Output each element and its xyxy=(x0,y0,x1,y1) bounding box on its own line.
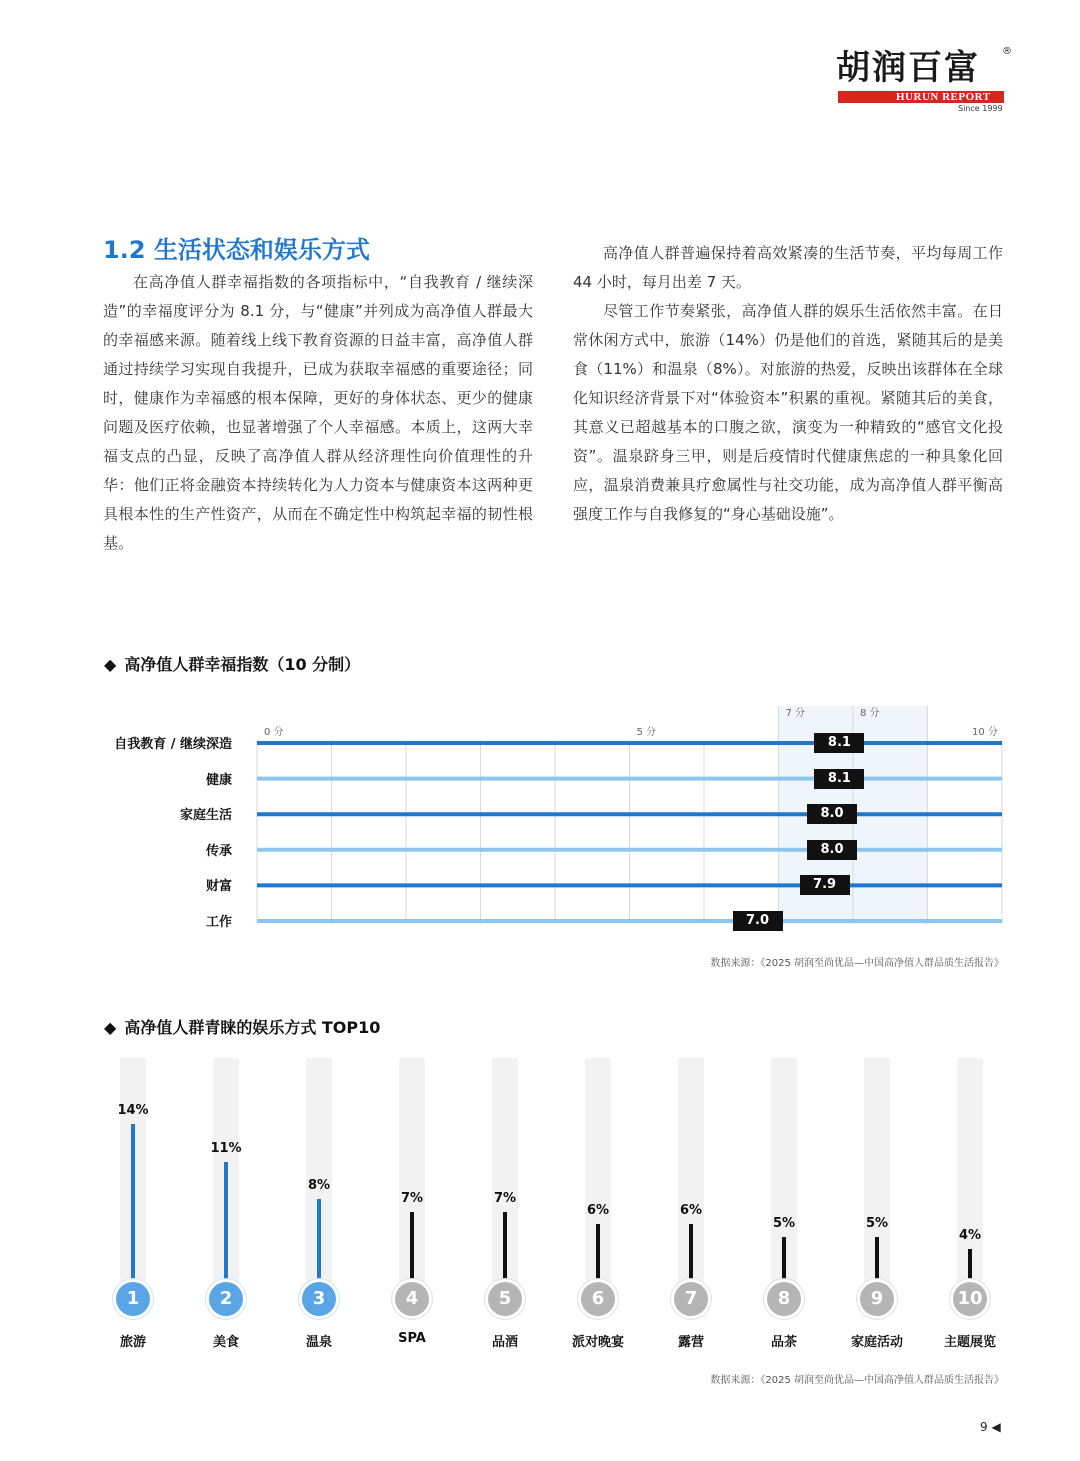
row-label: 家庭生活 xyxy=(179,808,232,824)
rank-badge: 4 xyxy=(395,1282,429,1316)
paragraph-happiness: 在高净值人群幸福指数的各项指标中，“自我教育 / 继续深造”的幸福度评分为 8.1 分，与“健康”并列成为高净值人群最大的幸福感来源。随着线上线下教育资源的日益丰富，高净值人群通过持续学习实现自我提升，已成为获取幸福感的重要途径；同时，健康作为幸福感的根本保障，更好的身体状态、更少的健康问题及医疗依赖，也显著增强了个人幸福感。本质上，这两大幸福支点的凸显，反映了高净值人群从经济理性向价值理性的升华：他们正将金融资本持续转化为人力资本与健康资本这两种更具根本性的生产性资产，从而在不确定性中构筑起幸福的韧性根基。 xyxy=(103,273,533,552)
percent-label: 4% xyxy=(958,1228,982,1243)
page-arrow-icon: ◀ xyxy=(991,1420,1001,1434)
row-label: 工作 xyxy=(205,915,232,930)
rank-badge: 1 xyxy=(116,1282,150,1316)
chart1-title xyxy=(104,652,360,675)
logo-since: Since 1999 xyxy=(958,104,1003,113)
diamond-icon: ◆ xyxy=(104,1018,117,1037)
category-label: 温泉 xyxy=(305,1335,332,1350)
category-label: 主题展览 xyxy=(943,1335,996,1350)
logo-english-text: HURUN REPORT xyxy=(896,91,991,103)
tick-label: 10 分 xyxy=(972,727,998,738)
category-label: 品酒 xyxy=(491,1335,518,1350)
row-label: 财富 xyxy=(205,879,232,895)
rank-badge: 9 xyxy=(860,1282,894,1316)
value-bar xyxy=(224,1162,228,1300)
category-label: 旅游 xyxy=(119,1335,146,1350)
page-number-text: 9 xyxy=(980,1420,988,1434)
section-title: 1.2 生活状态和娱乐方式 xyxy=(103,236,370,264)
page-number xyxy=(980,1420,1001,1434)
category-label: SPA xyxy=(398,1331,426,1346)
category-label: 露营 xyxy=(677,1335,704,1350)
registered-mark: ® xyxy=(1002,46,1012,57)
percent-label: 7% xyxy=(493,1190,517,1206)
rank-badge: 10 xyxy=(953,1282,987,1316)
percent-label: 6% xyxy=(586,1203,610,1218)
category-label: 品茶 xyxy=(770,1335,797,1350)
rank-badge: 8 xyxy=(767,1282,801,1316)
hurun-logo xyxy=(836,46,1012,116)
logo-chinese-text: 胡润百富 xyxy=(836,48,980,88)
tick-label: 7 分 xyxy=(785,708,806,719)
percent-label: 7% xyxy=(400,1190,424,1206)
row-label: 传承 xyxy=(205,843,232,859)
rank-badge: 7 xyxy=(674,1282,708,1316)
value-label: 8.0 xyxy=(807,804,857,824)
rank-badge: 3 xyxy=(302,1282,336,1316)
percent-label: 5% xyxy=(865,1215,889,1231)
tick-label: 8 分 xyxy=(860,708,880,719)
chart1-title-text: 高净值人群幸福指数（10 分制） xyxy=(124,655,361,674)
chart2-source: 数据来源：《2025 胡润至尚优品—中国高净值人群品质生活报告》 xyxy=(710,1375,1004,1386)
diamond-icon: ◆ xyxy=(104,655,117,674)
rank-badge: 5 xyxy=(488,1282,522,1316)
category-label: 家庭活动 xyxy=(850,1335,903,1350)
percent-label: 8% xyxy=(307,1178,331,1193)
percent-label: 5% xyxy=(772,1215,796,1231)
row-label: 健康 xyxy=(205,772,232,788)
category-label: 派对晚宴 xyxy=(571,1335,624,1350)
percent-label: 11% xyxy=(210,1140,242,1156)
value-label: 8.0 xyxy=(807,840,857,860)
percent-label: 6% xyxy=(679,1203,703,1218)
value-bar xyxy=(131,1124,135,1299)
chart2-title-text: 高净值人群青睐的娱乐方式 TOP10 xyxy=(124,1018,381,1037)
value-label: 7.0 xyxy=(733,911,783,931)
value-label: 8.1 xyxy=(814,769,864,789)
value-label: 8.1 xyxy=(814,733,864,753)
chart1-source: 数据来源：《2025 胡润至尚优品—中国高净值人群品质生活报告》 xyxy=(710,958,1004,969)
tick-label: 5 分 xyxy=(636,727,657,738)
category-label: 美食 xyxy=(212,1335,239,1350)
rank-badge: 2 xyxy=(209,1282,243,1316)
paragraph-work-rhythm: 高净值人群普遍保持着高效紧凑的生活节奏，平均每周工作 44 小时，每月出差 7 天。 xyxy=(573,244,1003,291)
rank-badge: 6 xyxy=(581,1282,615,1316)
paragraph-leisure: 尽管工作节奏紧张，高净值人群的娱乐生活依然丰富。在日常休闲方式中，旅游（14%）仍是他们的首选，紧随其后的是美食（11%）和温泉（8%）。对旅游的热爱，反映出该群体在全球化知识经济背景下对“体验资本”积累的重视。紧随其后的美食，其意义已超越基本的口腹之欲，演变为一种精致的“感官文化投资”。温泉跻身三甲，则是后疫情时代健康焦虑的一种具象化回应，温泉消费兼具疗愈属性与社交功能，成为高净值人群平衡高强度工作与自我修复的“身心基础设施”。 xyxy=(573,302,1003,523)
percent-label: 14% xyxy=(117,1103,149,1118)
chart2-title xyxy=(104,1015,380,1038)
value-label: 7.9 xyxy=(800,875,850,895)
tick-label: 0 分 xyxy=(264,727,284,738)
row-label: 自我教育 / 继续深造 xyxy=(114,737,232,752)
